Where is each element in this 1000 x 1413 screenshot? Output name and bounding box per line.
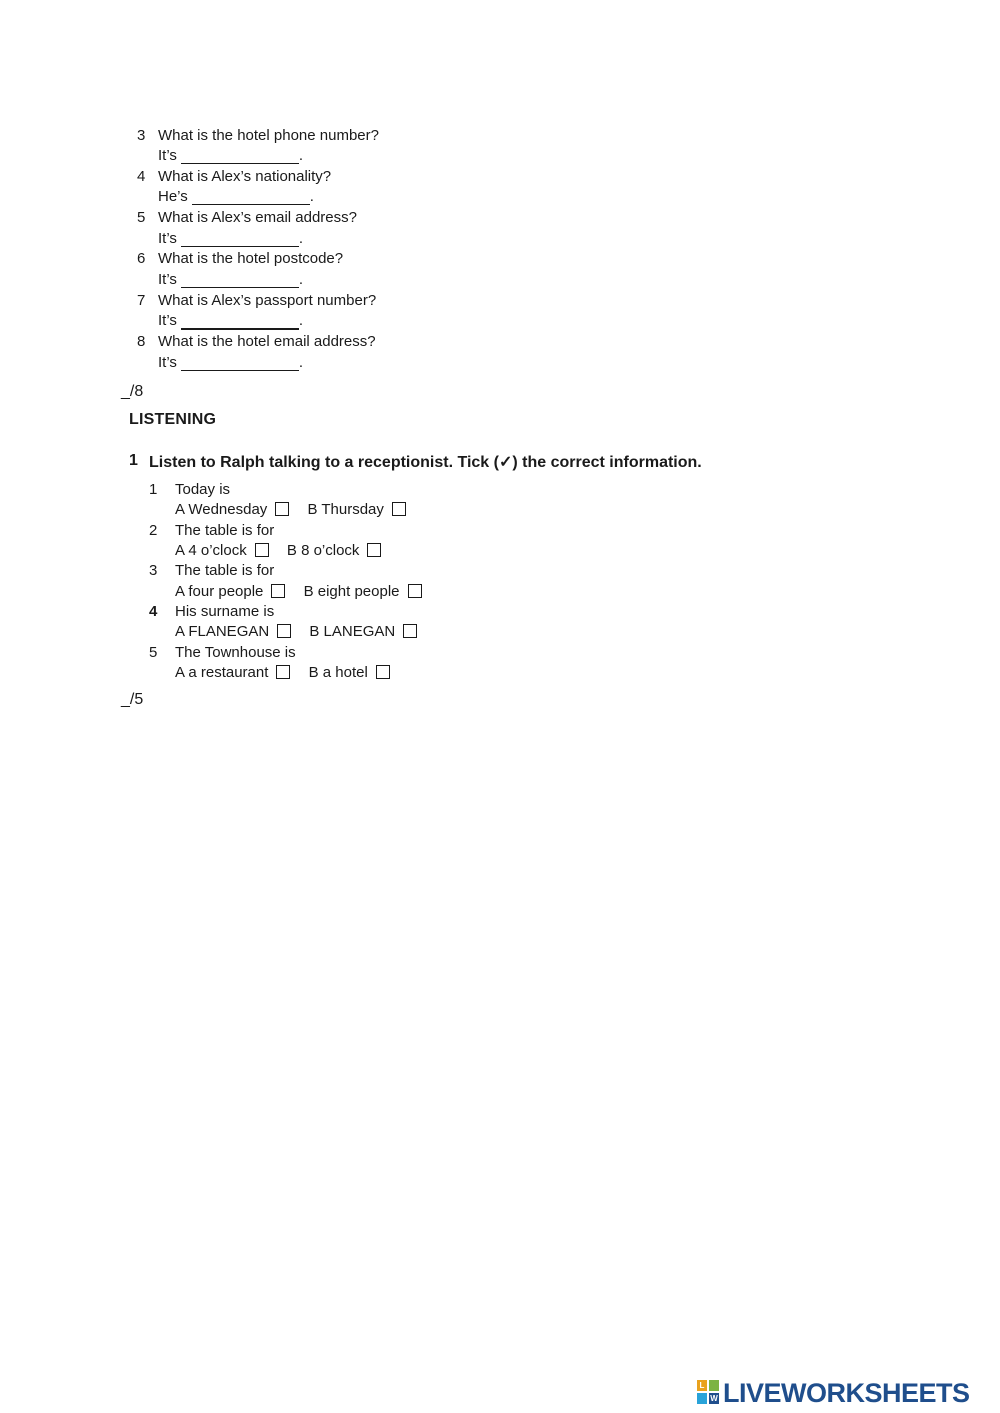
item-number: 4 <box>149 603 158 620</box>
answer-blank[interactable] <box>181 232 299 247</box>
item-options <box>175 623 417 640</box>
question-number: 3 <box>137 127 146 144</box>
item-number: 3 <box>149 562 158 579</box>
question-number: 7 <box>137 292 146 309</box>
option-b-label: B Thursday <box>307 501 384 518</box>
option-a-checkbox[interactable] <box>275 502 289 516</box>
option-b-label: B a hotel <box>308 664 368 681</box>
question-number: 6 <box>137 250 146 267</box>
score-reading: _/8 <box>121 383 144 400</box>
option-a-label: A Wednesday <box>175 501 268 518</box>
option-a-checkbox[interactable] <box>276 665 290 679</box>
item-options <box>175 664 390 681</box>
answer-blank[interactable] <box>181 149 299 164</box>
item-stem: His surname is <box>175 603 275 620</box>
option-b-label: B 8 o’clock <box>286 542 360 559</box>
item-options <box>175 583 422 600</box>
section-heading: LISTENING <box>129 411 217 428</box>
answer-prefix: It’s <box>158 147 177 164</box>
answer-line <box>158 230 303 247</box>
option-b-checkbox[interactable] <box>392 502 406 516</box>
question-number: 5 <box>137 209 146 226</box>
logo-text: LIVEWORKSHEETS <box>723 1377 970 1408</box>
question-text: What is the hotel email address? <box>158 333 376 350</box>
answer-suffix: . <box>298 147 304 164</box>
answer-suffix: . <box>298 312 304 329</box>
option-a-label: A four people <box>175 583 264 600</box>
question-text: What is the hotel postcode? <box>158 250 344 267</box>
answer-prefix: It’s <box>158 271 177 288</box>
question-text: What is the hotel phone number? <box>158 127 379 144</box>
question-text: What is Alex’s email address? <box>158 209 357 226</box>
option-b-checkbox[interactable] <box>408 584 422 598</box>
question-text: What is Alex’s passport number? <box>158 292 377 309</box>
answer-suffix: . <box>298 230 304 247</box>
question-number: 8 <box>137 333 146 350</box>
answer-suffix: . <box>298 354 304 371</box>
answer-prefix: It’s <box>158 230 177 247</box>
answer-blank[interactable] <box>181 273 299 288</box>
answer-blank[interactable] <box>181 314 299 330</box>
answer-blank[interactable] <box>181 356 299 371</box>
option-a-label: A a restaurant <box>175 664 269 681</box>
instruction-text: Listen to Ralph talking to a receptionist. Tick (✓) the correct information. <box>149 454 702 471</box>
item-number: 2 <box>149 522 158 539</box>
item-stem: The Townhouse is <box>175 644 296 661</box>
option-b-checkbox[interactable] <box>376 665 390 679</box>
answer-prefix: It’s <box>158 312 177 329</box>
option-b-label: B eight people <box>303 583 400 600</box>
item-number: 5 <box>149 644 158 661</box>
item-stem: The table is for <box>175 562 275 579</box>
item-stem: Today is <box>175 481 231 498</box>
option-a-checkbox[interactable] <box>271 584 285 598</box>
answer-line <box>158 312 303 330</box>
option-a-label: A FLANEGAN <box>175 623 270 640</box>
answer-line <box>158 354 303 371</box>
item-options <box>175 542 381 559</box>
item-number: 1 <box>149 481 158 498</box>
answer-blank[interactable] <box>192 190 310 205</box>
instruction-number: 1 <box>129 452 138 469</box>
option-a-label: A 4 o’clock <box>175 542 247 559</box>
option-b-checkbox[interactable] <box>403 624 417 638</box>
answer-suffix: . <box>298 271 304 288</box>
answer-line <box>158 147 303 164</box>
score-listening: _/5 <box>121 691 144 708</box>
answer-prefix: It’s <box>158 354 177 371</box>
item-stem: The table is for <box>175 522 275 539</box>
answer-suffix: . <box>309 188 314 205</box>
item-options <box>175 501 406 518</box>
logo-mark-icon: L W <box>697 1380 721 1406</box>
answer-line <box>158 188 314 205</box>
option-b-checkbox[interactable] <box>367 543 381 557</box>
question-text: What is Alex’s nationality? <box>158 168 332 185</box>
question-number: 4 <box>137 168 146 185</box>
answer-line <box>158 271 303 288</box>
answer-prefix: He’s <box>158 188 188 205</box>
option-a-checkbox[interactable] <box>277 624 291 638</box>
option-a-checkbox[interactable] <box>255 543 269 557</box>
liveworksheets-logo <box>697 1378 970 1408</box>
option-b-label: B LANEGAN <box>309 623 396 640</box>
